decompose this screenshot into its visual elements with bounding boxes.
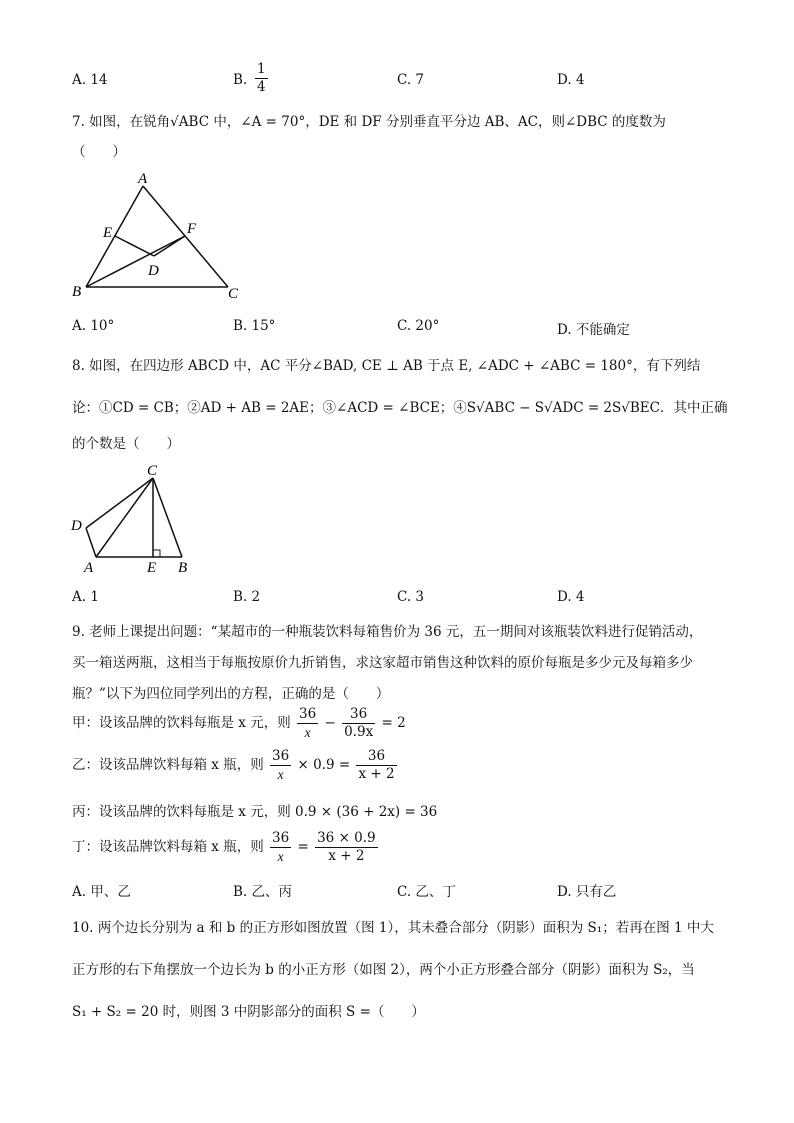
q9-option-d: D. 只有乙 — [557, 884, 617, 900]
q8-option-c: C. 3 — [397, 589, 425, 605]
q6-option-b-fraction — [253, 61, 270, 96]
q9-ding-frac1-num: 36 — [272, 830, 290, 846]
q7-paren: （ ） — [72, 144, 126, 160]
q6-option-d: D. 4 — [557, 72, 585, 88]
q10-question-line1: 10. 两个边长分别为 a 和 b 的正方形如图放置（图 1），其未叠合部分（阴影）面积为 S₁；若再在图 1 中大 — [72, 920, 714, 936]
q9-question-line2: 买一箱送两瓶，这相当于每瓶按原价九折销售，求这家超市销售这种饮料的原价每瓶是多少元及每箱多少 — [72, 655, 693, 671]
q9-yi-mid: × 0.9 = — [297, 757, 351, 773]
q8-label-e: E — [147, 560, 157, 575]
q9-yi-frac1-num: 36 — [272, 748, 290, 764]
q8-option-b: B. 2 — [233, 589, 261, 605]
q9-equation-bing: 丙：设该品牌的饮料每瓶是 x 元，则 0.9 × (36 + 2x) = 36 — [72, 804, 438, 820]
q8-diagonal-ac — [96, 478, 153, 557]
q6-option-b-label: B. — [233, 72, 248, 88]
q9-question-line1: 9. 老师上课提出问题：“某超市的一种瓶装饮料每箱售价为 36 元，五一期间对该瓶装饮料进行促销活动， — [72, 624, 703, 640]
q7-triangle-figure — [70, 168, 250, 303]
q9-option-b: B. 乙、丙 — [233, 884, 293, 900]
q8-question-line1: 8. 如图，在四边形 ABCD 中，AC 平分∠BAD, CE ⊥ AB 于点 E, ∠ADC + ∠ABC = 180°，有下列结 — [72, 358, 701, 374]
q9-jia-rhs: = 2 — [381, 715, 406, 731]
q8-question-line3: 的个数是（ ） — [72, 436, 180, 452]
q6-b-denominator: 4 — [257, 79, 266, 95]
q9-equation-jia — [72, 706, 406, 741]
q9-jia-prefix: 甲：设该品牌的饮料每瓶是 x 元，则 — [72, 715, 291, 731]
q7-label-f: F — [187, 221, 197, 237]
q8-label-c: C — [147, 463, 158, 479]
q8-option-d: D. 4 — [557, 589, 585, 605]
q9-ding-mid: = — [297, 839, 309, 855]
q7-label-e: E — [103, 225, 113, 241]
q9-ding-frac1-den: x — [277, 849, 284, 864]
q8-question-line2: 论：①CD = CB；②AD + AB = 2AE；③∠ACD = ∠BCE；④S√ABC − S√ADC = 2S√BEC．其中正确 — [72, 400, 728, 416]
q7-segment-ed — [115, 236, 154, 256]
q6-option-c: C. 7 — [397, 72, 425, 88]
q9-question-line3: 瓶？”以下为四位同学列出的方程，正确的是（ ） — [72, 686, 390, 702]
q10-question-line3: S₁ + S₂ = 20 时，则图 3 中阴影部分的面积 S =（ ） — [72, 1004, 425, 1020]
q9-ding-prefix: 丁：设该品牌饮料每箱 x 瓶，则 — [72, 839, 264, 855]
q9-yi-frac1-den: x — [277, 767, 284, 782]
q9-jia-frac1-num: 36 — [299, 706, 317, 722]
q7-option-b: B. 15° — [233, 318, 276, 334]
q8-option-a: A. 1 — [72, 589, 99, 605]
q7-option-c: C. 20° — [397, 318, 440, 334]
q9-jia-frac2-den: 0.9x — [344, 724, 374, 740]
q9-ding-frac2-den: x + 2 — [328, 848, 365, 864]
q8-side-dc — [86, 478, 153, 528]
q9-ding-frac2-num: 36 × 0.9 — [317, 830, 376, 846]
q7-option-a: A. 10° — [72, 318, 115, 334]
q8-label-b: B — [178, 560, 188, 575]
q9-option-c: C. 乙、丁 — [397, 884, 456, 900]
q8-side-da — [86, 528, 96, 557]
q9-yi-frac2-den: x + 2 — [358, 766, 395, 782]
q9-yi-prefix: 乙：设该品牌饮料每箱 x 瓶，则 — [72, 757, 264, 773]
q7-label-d: D — [148, 263, 159, 279]
q9-yi-frac2-num: 36 — [356, 748, 396, 766]
q8-right-angle-mark — [153, 550, 160, 557]
q9-option-a: A. 甲、乙 — [72, 884, 131, 900]
q9-jia-frac2-num: 36 — [342, 706, 375, 724]
q9-jia-frac1-den: x — [304, 725, 311, 740]
q9-equation-yi — [72, 748, 399, 783]
q8-quadrilateral-figure — [66, 460, 201, 575]
q8-label-d: D — [71, 518, 82, 534]
q7-question-text: 7. 如图，在锐角√ABC 中，∠A = 70°，DE 和 DF 分别垂直平分边 AB、AC，则∠DBC 的度数为 — [72, 114, 666, 130]
q9-jia-minus: − — [324, 715, 336, 731]
q7-label-b: B — [72, 284, 82, 300]
q7-label-c: C — [228, 286, 239, 302]
q6-b-numerator: 1 — [257, 61, 266, 77]
q10-question-line2: 正方形的右下角摆放一个边长为 b 的小正方形（如图 2），两个小正方形叠合部分（阴影）面积为 S₂，当 — [72, 962, 695, 978]
q7-label-a: A — [138, 171, 148, 187]
q8-side-cb — [153, 478, 182, 557]
q6-option-a: A. 14 — [72, 72, 108, 88]
q7-option-d: D. 不能确定 — [557, 322, 630, 338]
q9-equation-ding — [72, 830, 380, 865]
q8-label-a: A — [84, 560, 94, 575]
